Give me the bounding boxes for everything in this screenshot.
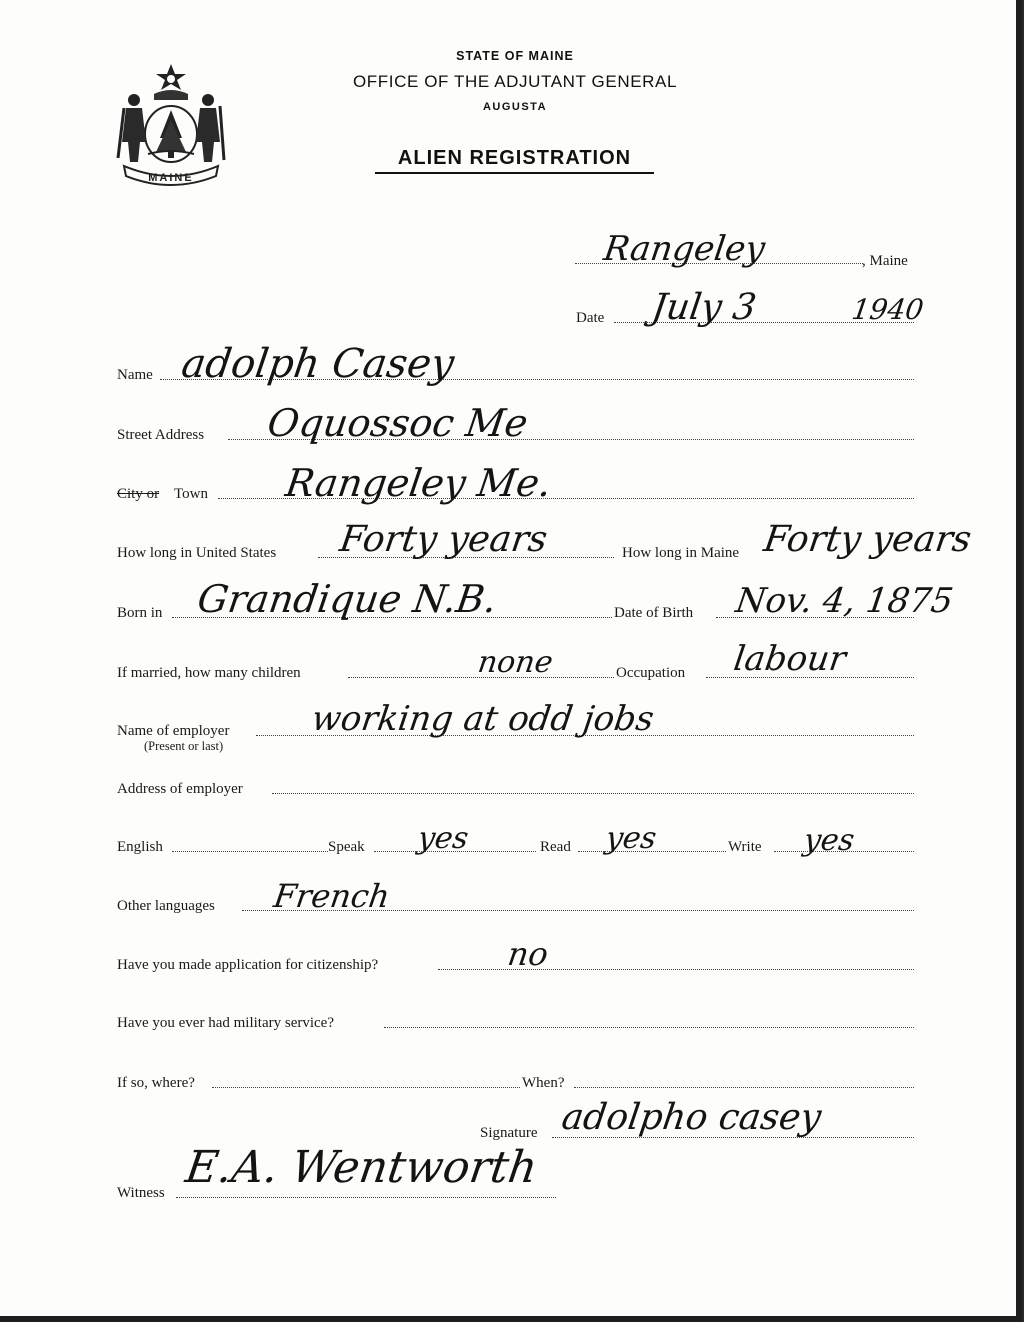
when-label: When?: [522, 1075, 565, 1091]
signature-entry: adolpho casey: [559, 1097, 824, 1138]
witness-entry: E.A. Wentworth: [182, 1142, 541, 1193]
svg-text:MAINE: MAINE: [148, 172, 194, 184]
how-long-maine-entry: Forty years: [761, 519, 974, 560]
write-label: Write: [728, 839, 762, 855]
witness-line: [176, 1197, 556, 1198]
how-long-maine-label: How long in Maine: [622, 545, 740, 561]
witness-label: Witness: [117, 1185, 165, 1201]
other-languages-entry: French: [271, 877, 393, 915]
if-so-where-label: If so, where?: [117, 1075, 195, 1091]
signature-label: Signature: [480, 1125, 538, 1141]
town-top-entry: Rangeley: [601, 229, 768, 269]
read-entry: yes: [603, 821, 659, 856]
date-of-birth-label: Date of Birth: [614, 605, 694, 621]
employer-name-label: Name of employer: [117, 723, 230, 739]
if-so-where-line: [212, 1087, 520, 1088]
date-day-entry: July 3: [649, 287, 759, 328]
citizenship-label: Have you made application for citizenship?: [117, 957, 379, 973]
name-entry: adolph Casey: [178, 341, 457, 387]
when-line: [574, 1087, 914, 1088]
city-heading: AUGUSTA: [482, 101, 548, 113]
speak-entry: yes: [415, 821, 471, 856]
military-line: [384, 1027, 914, 1028]
date-of-birth-entry: Nov. 4, 1875: [733, 581, 956, 621]
born-in-entry: Grandique N.B.: [194, 577, 500, 621]
form-title: ALIEN REGISTRATION: [375, 147, 654, 174]
other-languages-label: Other languages: [117, 898, 215, 914]
maine-label: , Maine: [862, 253, 908, 269]
english-label: English: [117, 839, 163, 855]
city-or-label: City or: [117, 486, 160, 502]
employer-address-label: Address of employer: [117, 781, 243, 797]
speak-label: Speak: [328, 839, 365, 855]
born-in-label: Born in: [117, 605, 163, 621]
street-address-entry: Oquossoc Me: [264, 401, 531, 445]
employer-note-label: (Present or last): [144, 739, 224, 753]
street-address-label: Street Address: [117, 427, 205, 443]
write-entry: yes: [801, 823, 857, 858]
state-heading: STATE OF MAINE: [456, 49, 574, 63]
read-label: Read: [540, 839, 571, 855]
occupation-entry: labour: [731, 639, 849, 679]
date-year-entry: 1940: [849, 293, 926, 326]
english-line: [172, 851, 328, 852]
occupation-label: Occupation: [616, 665, 686, 681]
employer-entry: working at odd jobs: [309, 699, 657, 739]
military-label: Have you ever had military service?: [117, 1015, 334, 1031]
how-long-us-entry: Forty years: [337, 519, 550, 560]
employer-address-line: [272, 793, 914, 794]
town-entry: Rangeley Me.: [282, 461, 555, 505]
how-long-us-label: How long in United States: [117, 545, 277, 561]
children-label: If married, how many children: [117, 665, 301, 681]
office-heading: OFFICE OF THE ADJUTANT GENERAL: [352, 72, 678, 91]
date-label: Date: [576, 310, 605, 326]
name-label: Name: [117, 367, 153, 383]
citizenship-entry: no: [505, 935, 551, 973]
children-entry: none: [475, 645, 555, 680]
town-label: Town: [174, 486, 208, 502]
